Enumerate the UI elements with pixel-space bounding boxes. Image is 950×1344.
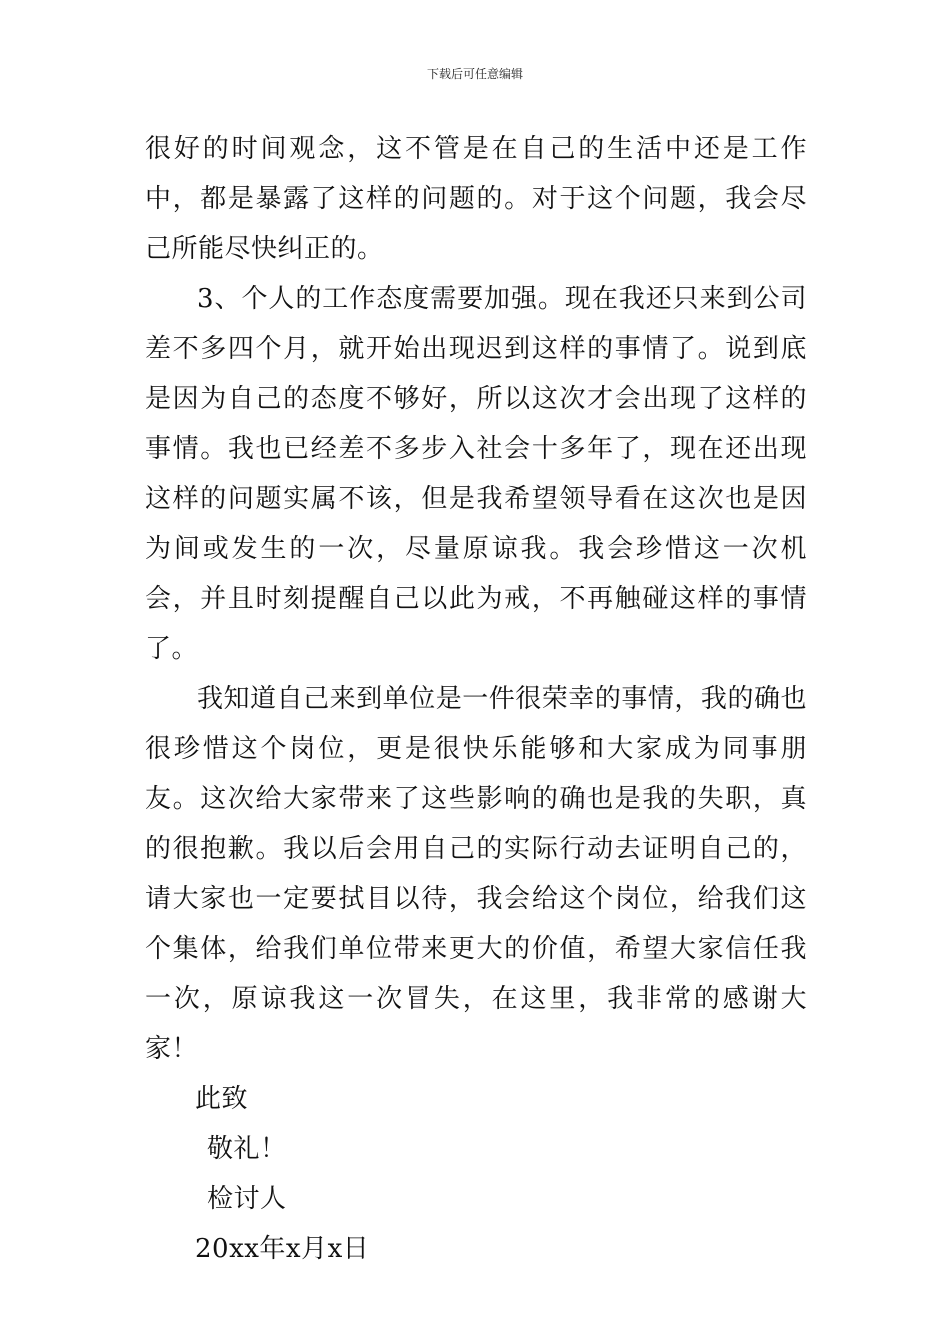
closing-respect: 敬礼！ [207, 1134, 287, 1164]
document-body [145, 124, 807, 1274]
paragraph-work-attitude: 3、个人的工作态度需要加强。现在我还只来到公司差不多四个月，就开始出现迟到这样的事情了。说到底是因为自己的态度不够好，所以这次才会出现了这样的事情。我也已经差不多步入社会十多年了，现在还出现这样的问题实属不该，但是我希望领导看在这次也是因为间或发生的一次，尽量原谅我。我会珍惜这一次机会，并且时刻提醒自己以此为戒，不再触碰这样的事情了。 [145, 284, 807, 664]
closing-date: 20xx年x月x日 [195, 1234, 370, 1264]
page-header: 下载后可任意编辑 [426, 67, 523, 81]
paragraph-apology: 我知道自己来到单位是一件很荣幸的事情，我的确也很珍惜这个岗位，更是很快乐能够和大家成为同事朋友。这次给大家带来了这些影响的确也是我的失职，真的很抱歉。我以后会用自己的实际行动去证明自己的，请大家也一定要拭目以待，我会给这个岗位，给我们这个集体，给我们单位带来更大的价值，希望大家信任我一次，原谅我这一次冒失，在这里，我非常的感谢大家！ [145, 684, 807, 1064]
paragraph-continuation: 很好的时间观念，这不管是在自己的生活中还是工作中，都是暴露了这样的问题的。对于这个问题，我会尽己所能尽快纠正的。 [145, 134, 807, 264]
closing-salutation: 此致 [195, 1084, 249, 1114]
closing-signer: 检讨人 [207, 1184, 287, 1214]
